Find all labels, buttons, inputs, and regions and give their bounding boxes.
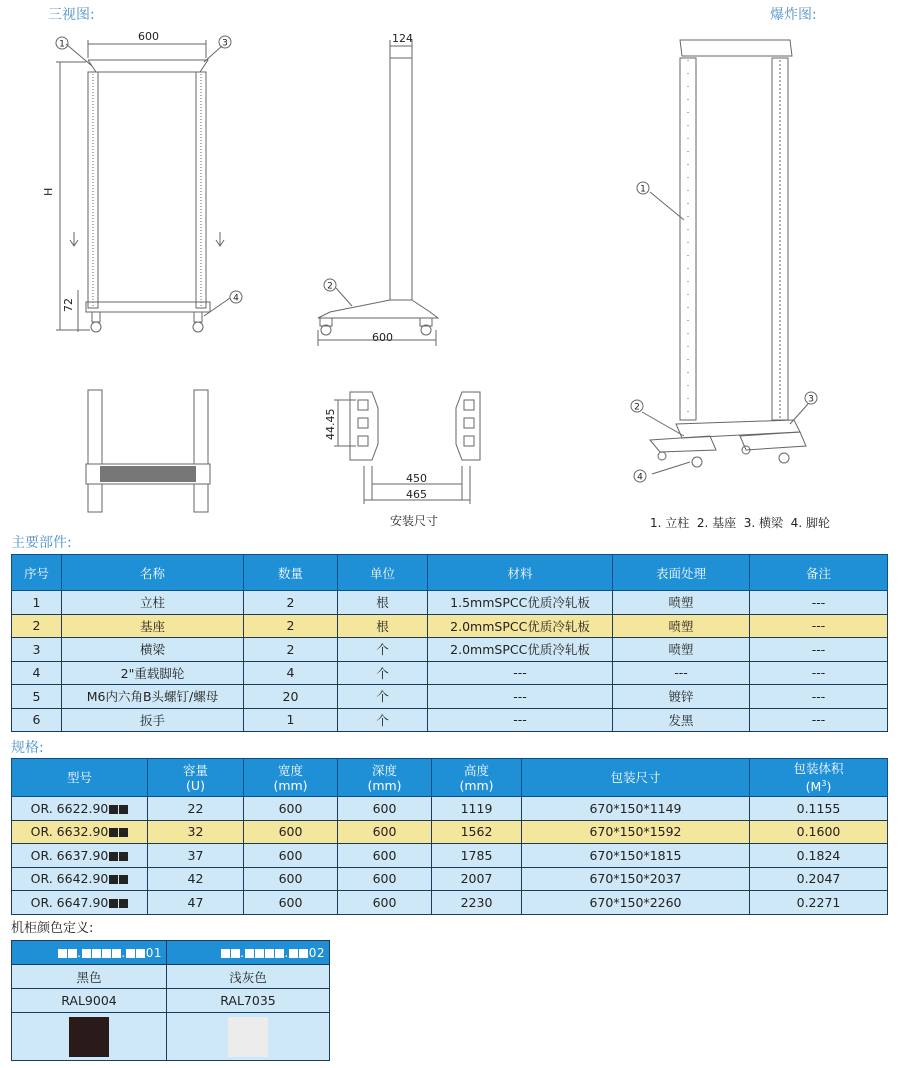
col-header-unit: (mm) (459, 777, 494, 793)
model-cell (12, 797, 148, 821)
col-header (432, 759, 522, 797)
table-cell: 670*150*1592 (522, 820, 750, 844)
table-cell: 扳手 (62, 708, 244, 732)
table-row (12, 844, 888, 868)
table-cell: --- (428, 685, 613, 709)
table-cell: 600 (338, 820, 432, 844)
swatch-cell (12, 1013, 167, 1061)
placeholder-square (68, 949, 77, 958)
table-cell: 2.0mmSPCC优质冷轧板 (428, 638, 613, 662)
table-cell: --- (428, 661, 613, 685)
color-code: 01 (145, 945, 162, 960)
table-cell: 立柱 (62, 591, 244, 615)
table-cell: 6 (12, 708, 62, 732)
table-cell: 2007 (432, 867, 522, 891)
placeholder-square (119, 828, 128, 837)
table-cell: 1 (244, 708, 338, 732)
side-view (318, 40, 438, 346)
color-code-row (12, 941, 330, 965)
table-cell: 32 (148, 820, 244, 844)
placeholder-square (289, 949, 298, 958)
table-cell: --- (613, 661, 750, 685)
table-cell: 发黑 (613, 708, 750, 732)
table-cell: --- (750, 591, 888, 615)
parts-header-row (12, 555, 888, 591)
color-name-row (12, 965, 330, 989)
placeholder-square (102, 949, 111, 958)
table-cell: 3 (12, 638, 62, 662)
table-cell: 镀锌 (613, 685, 750, 709)
color-name: 浅灰色 (167, 965, 330, 989)
col-header-unit: (mm) (273, 777, 308, 793)
table-cell: 5 (12, 685, 62, 709)
table-cell: 喷塑 (613, 638, 750, 662)
col-header (338, 759, 432, 797)
table-row (12, 614, 888, 638)
front-view (56, 40, 230, 332)
placeholder-square (109, 805, 118, 814)
placeholder-square (119, 852, 128, 861)
swatch-cell (167, 1013, 330, 1061)
table-cell: 670*150*1815 (522, 844, 750, 868)
color-code-cell: . . 01 (12, 941, 167, 965)
col-header-line: 容量 (182, 762, 208, 778)
table-cell: 600 (338, 797, 432, 821)
table-cell: 600 (338, 844, 432, 868)
color-swatch-black (69, 1017, 109, 1057)
table-cell: 4 (244, 661, 338, 685)
placeholder-square (245, 949, 254, 958)
table-cell: 2 (12, 614, 62, 638)
table-cell: --- (750, 685, 888, 709)
dim-72: 72 (62, 298, 75, 312)
explode-callout-3: 3 (808, 394, 814, 405)
col-header: 序号 (12, 555, 62, 591)
placeholder-square (109, 828, 118, 837)
callout-4: 4 (233, 293, 239, 304)
color-ral-row (12, 989, 330, 1013)
parts-heading: 主要部件: (11, 535, 72, 551)
table-cell: 1 (12, 591, 62, 615)
model-code: OR. 6642.90 (30, 871, 109, 887)
table-cell: --- (750, 661, 888, 685)
table-cell: 个 (338, 685, 428, 709)
col-header: 包装尺寸 (522, 759, 750, 797)
table-cell: 横梁 (62, 638, 244, 662)
table-row (12, 708, 888, 732)
table-cell: 个 (338, 638, 428, 662)
exploded-view (642, 40, 808, 474)
table-cell: 喷塑 (613, 614, 750, 638)
table-row (12, 820, 888, 844)
table-cell: 4 (12, 661, 62, 685)
top-view (86, 390, 210, 512)
table-cell: 600 (244, 867, 338, 891)
table-cell: 基座 (62, 614, 244, 638)
table-cell: M6内六角B头螺钉/螺母 (62, 685, 244, 709)
table-row (12, 638, 888, 662)
table-cell: 0.1155 (750, 797, 888, 821)
callout-1: 1 (59, 39, 65, 50)
table-cell: 600 (338, 891, 432, 915)
table-cell: 2 (244, 614, 338, 638)
color-swatch-light-gray (228, 1017, 268, 1057)
col-header-unit-close: ) (826, 779, 832, 795)
table-cell: 600 (338, 867, 432, 891)
placeholder-square (119, 805, 128, 814)
parts-table (11, 554, 888, 732)
table-cell: 1562 (432, 820, 522, 844)
table-cell: 0.1824 (750, 844, 888, 868)
placeholder-square (58, 949, 67, 958)
color-code-cell: . . 02 (167, 941, 330, 965)
explode-callout-2: 2 (634, 402, 640, 413)
table-cell: 2.0mmSPCC优质冷轧板 (428, 614, 613, 638)
col-header: 名称 (62, 555, 244, 591)
colors-heading: 机柜颜色定义: (11, 921, 94, 936)
table-cell: 0.2271 (750, 891, 888, 915)
placeholder-square (231, 949, 240, 958)
table-cell: --- (750, 708, 888, 732)
placeholder-square (109, 899, 118, 908)
placeholder-square (109, 875, 118, 884)
table-cell: 47 (148, 891, 244, 915)
placeholder-square (92, 949, 101, 958)
callout-3: 3 (222, 38, 228, 49)
table-row (12, 591, 888, 615)
table-cell: 600 (244, 844, 338, 868)
color-code: 02 (308, 945, 325, 960)
placeholder-square (119, 899, 128, 908)
explode-view-heading: 爆炸图: (770, 7, 817, 23)
col-header: 备注 (750, 555, 888, 591)
placeholder-square (119, 875, 128, 884)
table-cell: 670*150*2037 (522, 867, 750, 891)
color-name: 黑色 (12, 965, 167, 989)
table-cell: 670*150*2260 (522, 891, 750, 915)
col-header: 型号 (12, 759, 148, 797)
table-row (12, 685, 888, 709)
table-cell: 670*150*1149 (522, 797, 750, 821)
placeholder-square (136, 949, 145, 958)
col-header-line: 高度 (463, 762, 489, 778)
dim-44-45: 44.45 (324, 408, 337, 440)
col-header (148, 759, 244, 797)
model-code: OR. 6647.90 (30, 894, 109, 910)
placeholder-square (109, 852, 118, 861)
model-code: OR. 6622.90 (30, 800, 109, 816)
table-cell: 1785 (432, 844, 522, 868)
specs-heading: 规格: (11, 740, 44, 756)
model-cell (12, 820, 148, 844)
model-cell (12, 867, 148, 891)
table-row (12, 867, 888, 891)
col-header: 单位 (338, 555, 428, 591)
table-cell: 2 (244, 591, 338, 615)
spec-header-row (12, 759, 888, 797)
col-header-unit: (M (805, 779, 822, 795)
model-cell (12, 891, 148, 915)
table-cell: 0.2047 (750, 867, 888, 891)
explode-callout-4: 4 (637, 472, 643, 483)
col-header: 数量 (244, 555, 338, 591)
table-cell: 2230 (432, 891, 522, 915)
col-header-line: 包装体积 (793, 760, 844, 776)
color-swatch-row (12, 1013, 330, 1061)
color-ral: RAL7035 (167, 989, 330, 1013)
table-cell: 根 (338, 614, 428, 638)
dim-124: 124 (392, 32, 413, 45)
table-cell: 600 (244, 797, 338, 821)
install-caption: 安装尺寸 (390, 514, 439, 528)
model-cell (12, 844, 148, 868)
col-header-unit: (U) (186, 777, 205, 793)
model-code: OR. 6637.90 (30, 847, 109, 863)
unit-superscript: 3 (821, 778, 827, 788)
table-cell: 喷塑 (613, 591, 750, 615)
placeholder-square (126, 949, 135, 958)
dim-450: 450 (406, 472, 427, 485)
dim-h: H (42, 187, 55, 196)
three-view-heading: 三视图: (48, 7, 95, 23)
placeholder-square (255, 949, 264, 958)
col-header-unit: (mm) (367, 777, 402, 793)
explode-callout-1: 1 (640, 184, 646, 195)
table-cell: --- (750, 614, 888, 638)
table-cell: 20 (244, 685, 338, 709)
table-cell: 37 (148, 844, 244, 868)
table-cell: 1.5mmSPCC优质冷轧板 (428, 591, 613, 615)
col-header (244, 759, 338, 797)
table-cell: 个 (338, 661, 428, 685)
placeholder-square (221, 949, 230, 958)
callout-2: 2 (327, 281, 333, 292)
table-cell: 42 (148, 867, 244, 891)
table-cell: 2"重载脚轮 (62, 661, 244, 685)
table-cell: 22 (148, 797, 244, 821)
placeholder-square (112, 949, 121, 958)
model-code: OR. 6632.90 (30, 824, 109, 840)
spec-table (11, 758, 888, 915)
placeholder-square (82, 949, 91, 958)
col-header-line: 宽度 (277, 762, 303, 778)
table-cell: 1119 (432, 797, 522, 821)
table-cell: 600 (244, 820, 338, 844)
color-table (11, 940, 330, 1061)
parts-legend-caption: 1. 立柱 2. 基座 3. 横梁 4. 脚轮 (650, 516, 830, 530)
table-cell: 根 (338, 591, 428, 615)
table-row (12, 797, 888, 821)
table-cell: 600 (244, 891, 338, 915)
color-ral: RAL9004 (12, 989, 167, 1013)
placeholder-square (275, 949, 284, 958)
table-cell: 0.1600 (750, 820, 888, 844)
table-cell: --- (428, 708, 613, 732)
dim-465: 465 (406, 488, 427, 501)
table-row (12, 891, 888, 915)
dim-600-base: 600 (372, 331, 393, 344)
table-cell: 2 (244, 638, 338, 662)
col-header (750, 759, 888, 797)
placeholder-square (299, 949, 308, 958)
placeholder-square (265, 949, 274, 958)
dim-600-top: 600 (138, 30, 159, 43)
table-cell: --- (750, 638, 888, 662)
table-row (12, 661, 888, 685)
col-header: 材料 (428, 555, 613, 591)
col-header: 表面处理 (613, 555, 750, 591)
col-header-line: 深度 (371, 762, 397, 778)
table-cell: 个 (338, 708, 428, 732)
